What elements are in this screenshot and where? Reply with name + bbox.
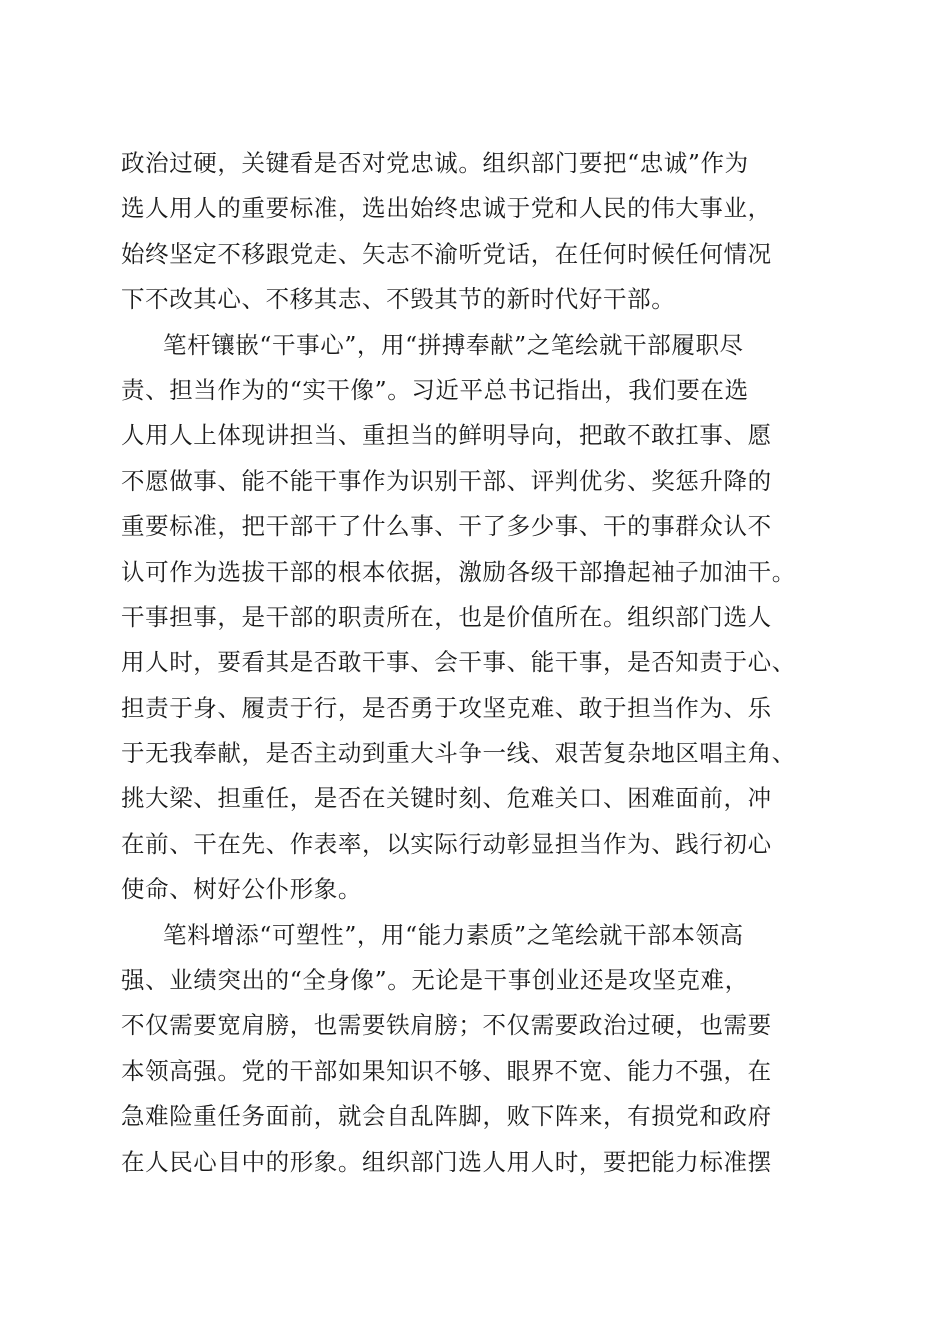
text-line: 始终坚定不移跟党走、矢志不渝听党话，在任何时候任何情况 [121,239,772,268]
text-line: 政治过硬，关键看是否对党忠诚。组织部门要把“忠诚”作为 [121,149,749,177]
text-line: 人用人上体现讲担当、重担当的鲜明导向，把敢不敢扛事、愿 [121,421,772,450]
text-line: 用人时，要看其是否敢干事、会干事、能干事，是否知责于心、 [121,648,796,677]
text-line: 本领高强。党的干部如果知识不够、眼界不宽、能力不强，在 [121,1056,772,1085]
text-line: 不仅需要宽肩膀，也需要铁肩膀；不仅需要政治过硬，也需要 [121,1011,772,1040]
text-line: 干事担事，是干部的职责所在，也是价值所在。组织部门选人 [121,602,772,631]
text-line: 强、业绩突出的“全身像”。无论是干事创业还是攻坚克难， [121,966,749,995]
body-text [121,141,825,1185]
text-line: 挑大梁、担重任，是否在关键时刻、危难关口、困难面前，冲 [121,784,772,813]
text-line: 在人民心目中的形象。组织部门选人用人时，要把能力标准摆 [121,1147,772,1176]
text-line: 不愿做事、能不能干事作为识别干部、评判优劣、奖惩升降的 [121,466,772,495]
text-line: 重要标准，把干部干了什么事、干了多少事、干的事群众认不 [121,512,772,541]
text-line: 选人用人的重要标准，选出始终忠诚于党和人民的伟大事业， [121,194,772,223]
text-line: 使命、树好公仆形象。 [121,875,362,904]
text-line: 在前、干在先、作表率，以实际行动彰显担当作为、践行初心 [121,829,772,858]
text-line: 认可作为选拔干部的根本依据，激励各级干部撸起袖子加油干。 [121,557,796,586]
text-line: 责、担当作为的“实干像”。习近平总书记指出，我们要在选 [121,375,749,404]
text-line: 担责于身、履责于行，是否勇于攻坚克难、敢于担当作为、乐 [121,693,772,722]
paragraph-start-line: 笔杆镶嵌“干事心”，用“拼搏奉献”之笔绘就干部履职尽 [163,330,744,359]
paragraph-start-line: 笔料增添“可塑性”，用“能力素质”之笔绘就干部本领高 [163,920,744,949]
text-line: 急难险重任务面前，就会自乱阵脚，败下阵来，有损党和政府 [121,1102,772,1131]
text-line: 于无我奉献，是否主动到重大斗争一线、艰苦复杂地区唱主角、 [121,739,796,768]
text-line: 下不改其心、不移其志、不毁其节的新时代好干部。 [121,285,676,314]
